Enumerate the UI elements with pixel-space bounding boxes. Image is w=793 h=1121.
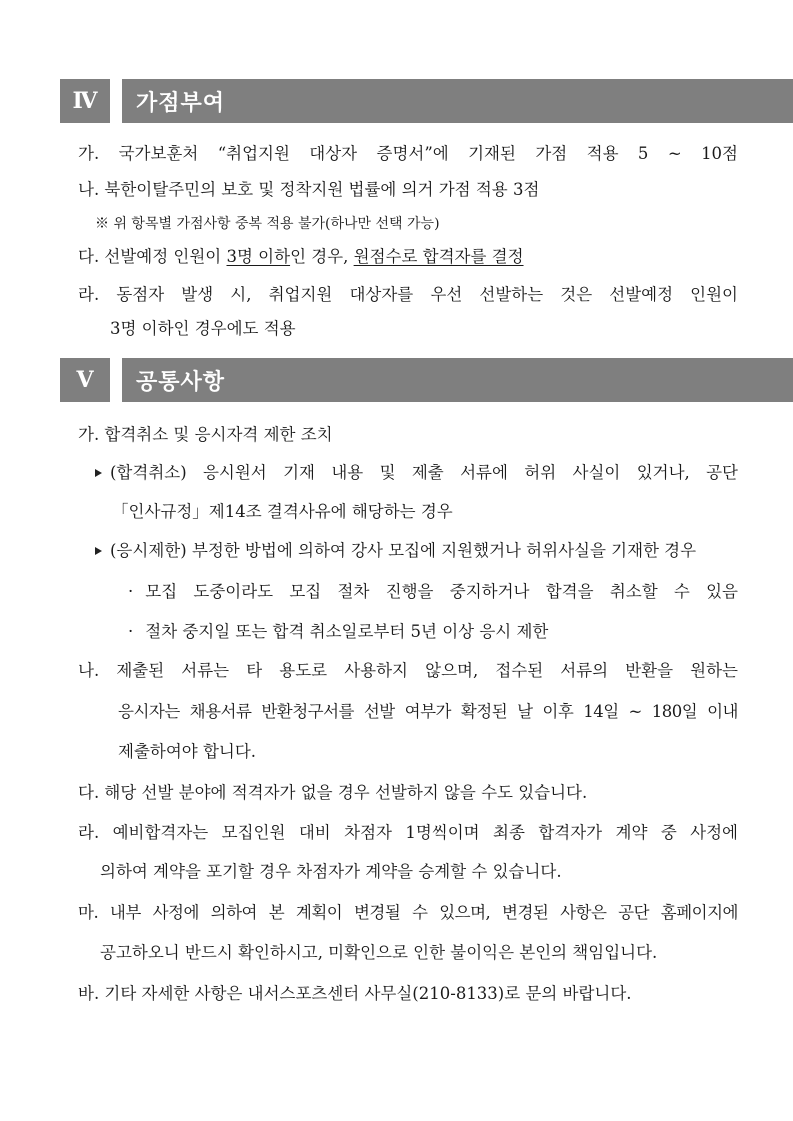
section-4-item-ra-line1: 라. 동점자 발생 시, 취업지원 대상자를 우선 선발하는 것은 선발예정 인원이 <box>78 285 738 304</box>
bullet-cancel <box>95 462 738 484</box>
sub-item-1-text: 모집 도중이라도 모집 절차 진행을 중지하거나 합격을 취소할 수 있음 <box>145 582 738 601</box>
triangle-bullet-icon <box>95 469 102 477</box>
section-4-title: 가점부여 <box>122 79 793 123</box>
section-5-item-na-line1: 나. 제출된 서류는 타 용도로 사용하지 않으며, 접수된 서류의 반환을 원하는 <box>78 661 738 680</box>
item-da-mid: 인 경우, <box>290 247 354 266</box>
section-5-title: 공통사항 <box>122 358 793 402</box>
section-5-item-ma-line2: 공고하오니 반드시 확인하시고, 미확인으로 인한 불이익은 본인의 책임입니다. <box>100 943 658 962</box>
section-4-note: ※ 위 항목별 가점사항 중복 적용 불가(하나만 선택 가능) <box>95 216 440 232</box>
section-5-item-na-line2: 응시자는 채용서류 반환청구서를 선발 여부가 확정된 날 이후 14일 ~ 180일 이내 <box>118 702 738 721</box>
item-da-underline-2: 원점수로 합격자를 결정 <box>353 247 524 266</box>
section-4-item-ra-line2: 3명 이하인 경우에도 적용 <box>110 319 296 338</box>
bullet-cancel-line1: (합격취소) 응시원서 기재 내용 및 제출 서류에 허위 사실이 있거나, 공단 <box>110 463 738 482</box>
section-5-item-ra-line1: 라. 예비합격자는 모집인원 대비 차점자 1명씩이며 최종 합격자가 계약 중 사정에 <box>78 823 738 842</box>
section-4-number: Ⅳ <box>60 79 110 123</box>
section-5-item-da: 다. 해당 선발 분야에 적격자가 없을 경우 선발하지 않을 수도 있습니다. <box>78 783 588 802</box>
sub-item-2-text: 절차 중지일 또는 합격 취소일로부터 5년 이상 응시 제한 <box>145 622 549 641</box>
section-5-item-ba: 바. 기타 자세한 사항은 내서스포츠센터 사무실(210-8133)로 문의 바랍니다. <box>78 984 632 1003</box>
bullet-restrict <box>95 540 696 562</box>
item-da-prefix: 다. 선발예정 인원이 <box>78 247 227 266</box>
section-5-item-ma-line1: 마. 내부 사정에 의하여 본 계획이 변경될 수 있으며, 변경된 사항은 공단 홈페이지에 <box>78 903 738 922</box>
section-4-item-da <box>78 246 524 268</box>
section-4-item-na: 나. 북한이탈주민의 보호 및 정착지원 법률에 의거 가점 적용 3점 <box>78 180 540 199</box>
section-5-item-ra-line2: 의하여 계약을 포기할 경우 차점자가 계약을 승계할 수 있습니다. <box>100 862 562 881</box>
bullet-cancel-line2: 「인사규정」제14조 결격사유에 해당하는 경우 <box>112 502 453 521</box>
section-5-number: Ⅴ <box>60 358 110 402</box>
section-5-item-ga: 가. 합격취소 및 응시자격 제한 조치 <box>78 425 333 444</box>
sub-item-1 <box>128 581 738 603</box>
dot-bullet-icon: · <box>128 622 134 641</box>
item-da-underline-1: 3명 이하 <box>226 247 291 266</box>
triangle-bullet-icon <box>95 547 102 555</box>
section-4-item-ga: 가. 국가보훈처 “취업지원 대상자 증명서”에 기재된 가점 적용 5 ~ 10점 <box>78 144 738 163</box>
section-5-item-na-line3: 제출하여야 합니다. <box>118 742 257 761</box>
bullet-restrict-text: (응시제한) 부정한 방법에 의하여 강사 모집에 지원했거나 허위사실을 기재한 경우 <box>110 541 697 560</box>
sub-item-2 <box>128 621 548 643</box>
dot-bullet-icon: · <box>128 582 134 601</box>
